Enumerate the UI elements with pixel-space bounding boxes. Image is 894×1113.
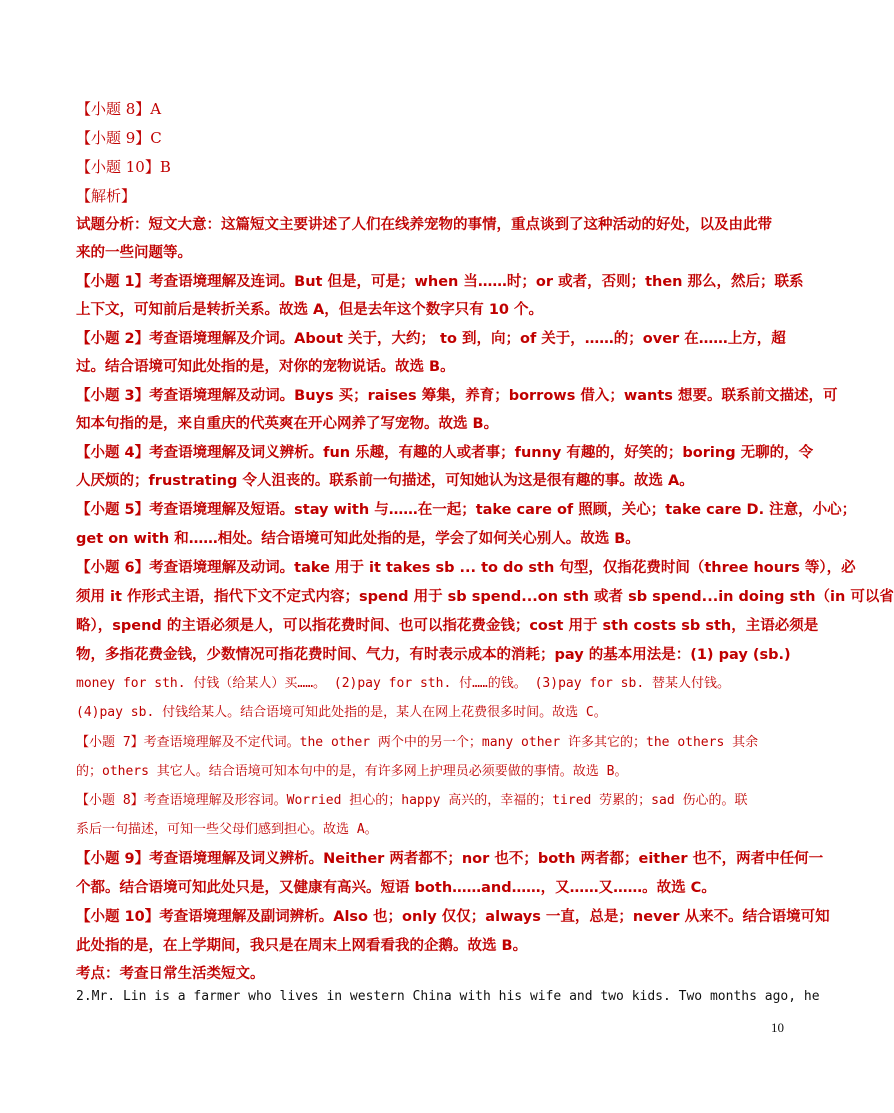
q7-line-2: 的；others 其它人。结合语境可知本句中的是，有许多网上护理员必须要做的事情。故选 B。 [76, 764, 628, 779]
q10-line-2: 此处指的是，在上学期间，我只是在周末上网看看我的企鹅。故选 B。 [76, 938, 528, 954]
q8-line-2: 系后一句描述，可知一些父母们感到担心。故选 A。 [76, 822, 378, 837]
q6-line-4: 物，多指花费金钱，少数情况可指花费时间、气力，有时表示成本的消耗；pay 的基本用法是：(1) pay (sb.) [76, 647, 791, 663]
q3-line-1: 【小题 3】考查语境理解及动词。Buys 买；raises 筹集，养育；borrows 借入；wants 想要。联系前文描述，可 [76, 388, 838, 404]
q1-line-2: 上下文，可知前后是转折关系。故选 A，但是去年这个数字只有 10 个。 [76, 302, 544, 318]
q6-line-5: money for sth. 付钱（给某人）买……。 (2)pay for sth. 付……的钱。 (3)pay for sb. 替某人付钱。 [76, 676, 730, 691]
q9-line-2: 个都。结合语境可知此处只是，又健康有高兴。短语 both……and……，又……又……。故选 C。 [76, 880, 716, 896]
q6-line-3: 略），spend 的主语必须是人，可以指花费时间、也可以指花费金钱；cost 用于 sth costs sb sth，主语必须是 [76, 618, 819, 634]
q10-line-1: 【小题 10】考查语境理解及副词辨析。Also 也；only 仅仅；always 一直，总是；never 从来不。结合语境可知 [76, 909, 830, 925]
q4-line-1: 【小题 4】考查语境理解及词义辨析。fun 乐趣，有趣的人或者事；funny 有趣的，好笑的；boring 无聊的，令 [76, 445, 814, 461]
q4-line-2: 人厌烦的；frustrating 令人沮丧的。联系前一句描述，可知她认为这是很有趣的事。故选 A。 [76, 473, 694, 489]
q6-line-1: 【小题 6】考查语境理解及动词。take 用于 it takes sb ... to do sth 句型，仅指花费时间（three hours 等），必 [76, 560, 856, 576]
analysis-heading: 【解析】 [76, 187, 137, 205]
q5-line-1: 【小题 5】考查语境理解及短语。stay with 与……在一起；take care of 照顾，关心；take care D. 注意，小心； [76, 502, 857, 518]
q9-line-1: 【小题 9】考查语境理解及词义辨析。Neither 两者都不；nor 也不；both 两者都；either 也不，两者中任何一 [76, 851, 824, 867]
passage-start: 2.Mr. Lin is a farmer who lives in western China with his wife and two kids. Two months ago, he [76, 989, 820, 1004]
q6-line-2: 须用 it 作形式主语，指代下文不定式内容；spend 用于 sb spend...on sth 或者 sb spend...in doing sth（in 可以省 [76, 589, 894, 605]
q2-line-1: 【小题 2】考查语境理解及介词。About 关于，大约； to 到，向；of 关于，……的；over 在……上方，超 [76, 331, 786, 347]
q8-line-1: 【小题 8】考查语境理解及形容词。Worried 担心的；happy 高兴的，幸福的；tired 劳累的；sad 伤心的。联 [76, 793, 748, 808]
answer-8: 【小题 8】A [76, 100, 162, 118]
summary-line-1: 试题分析：短文大意：这篇短文主要讲述了人们在线养宠物的事情，重点谈到了这种活动的好处，以及由此带 [76, 217, 772, 233]
page-number: 10 [771, 1020, 784, 1035]
q6-line-6: (4)pay sb. 付钱给某人。结合语境可知此处指的是，某人在网上花费很多时间。故选 C。 [76, 705, 607, 720]
topic-note: 考点：考查日常生活类短文。 [76, 966, 265, 982]
q7-line-1: 【小题 7】考查语境理解及不定代词。the other 两个中的另一个；many other 许多其它的；the others 其余 [76, 735, 759, 750]
q5-line-2: get on with 和……相处。结合语境可知此处指的是，学会了如何关心别人。故选 B。 [76, 531, 640, 547]
answer-10: 【小题 10】B [76, 158, 171, 176]
q1-line-1: 【小题 1】考查语境理解及连词。But 但是，可是；when 当……时；or 或者，否则；then 那么，然后；联系 [76, 274, 804, 290]
answer-9: 【小题 9】C [76, 129, 162, 147]
summary-line-2: 来的一些问题等。 [76, 245, 192, 261]
q3-line-2: 知本句指的是，来自重庆的代英爽在开心网养了写宠物。故选 B。 [76, 416, 499, 432]
q2-line-2: 过。结合语境可知此处指的是，对你的宠物说话。故选 B。 [76, 359, 455, 375]
